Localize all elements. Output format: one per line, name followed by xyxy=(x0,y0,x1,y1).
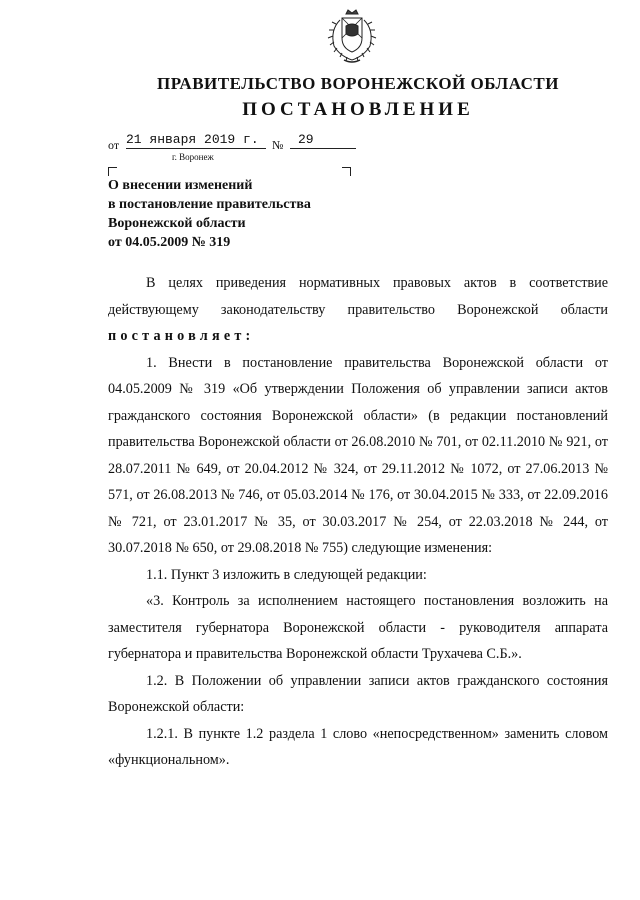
paragraph-item-1-1-quote: «3. Контроль за исполнением настоящего постановления возложить на заместителя губернатора Воронежской области - руководителя аппарата губернатора и правительства Воронежской области Трухачева С.Б.». xyxy=(108,593,608,662)
decree-word: постановляет: xyxy=(108,328,255,344)
number-sign: № xyxy=(272,138,284,152)
city-label: г. Воронеж xyxy=(172,152,214,162)
preamble-line-1: В целях приведения нормативных правовых актов в соответствие xyxy=(146,275,608,291)
preamble-line-2: действующему законодательству правительство Воронежской области xyxy=(108,301,608,318)
document-type: ПОСТАНОВЛЕНИЕ xyxy=(242,99,474,120)
coat-of-arms-icon xyxy=(324,8,380,66)
organization-title: ПРАВИТЕЛЬСТВО ВОРОНЕЖСКОЙ ОБЛАСТИ xyxy=(156,74,559,93)
paragraph-item-1-2: 1.2. В Положении об управлении записи актов гражданского состояния Воронежской области: xyxy=(108,672,608,715)
subject-line: от 04.05.2009 № 319 xyxy=(108,235,231,250)
paragraph-item-1-1: 1.1. Пункт 3 изложить в следующей редакции: xyxy=(146,566,427,583)
paragraph-item-1-2-1: 1.2.1. В пункте 1.2 раздела 1 слово «непосредственном» заменить словом «функциональном». xyxy=(108,725,608,768)
date-number-row xyxy=(108,132,368,154)
document-subject xyxy=(108,176,368,252)
document-date: 21 января 2019 г. xyxy=(126,132,266,149)
subject-line: Воронежской области xyxy=(108,216,246,231)
bracket-top-left xyxy=(108,167,117,176)
paragraph-item-1: 1. Внести в постановление правительства Воронежской области от 04.05.2009 № 319 «Об утверждении Положения об управлении записи актов гражданского состояния Воронежской области» (в редакции постановлений правительства Воронежской области от 26.08.2010 № 701, от 02.11.2010 № 921, от 28.07.2011 № 649, от 20.04.2012 № 324, от 29.11.2012 № 1072, от 27.06.2013 № 571, от 26.08.2013 № 746, от 05.03.2014 № 176, от 30.04.2015 № 333, от 22.09.2016 № 721, от 23.01.2017 № 35, от 30.03.2017 № 254, от 22.03.2018 № 244, от 30.07.2018 № 650, от 29.08.2018 № 755) следующие изменения: xyxy=(108,354,608,556)
subject-line: О внесении изменений xyxy=(108,178,253,193)
subject-line: в постановление правительства xyxy=(108,197,311,212)
bracket-top-right xyxy=(342,167,351,176)
date-prefix: от xyxy=(108,138,120,152)
document-number: 29 xyxy=(290,132,356,149)
document-body xyxy=(108,270,608,774)
